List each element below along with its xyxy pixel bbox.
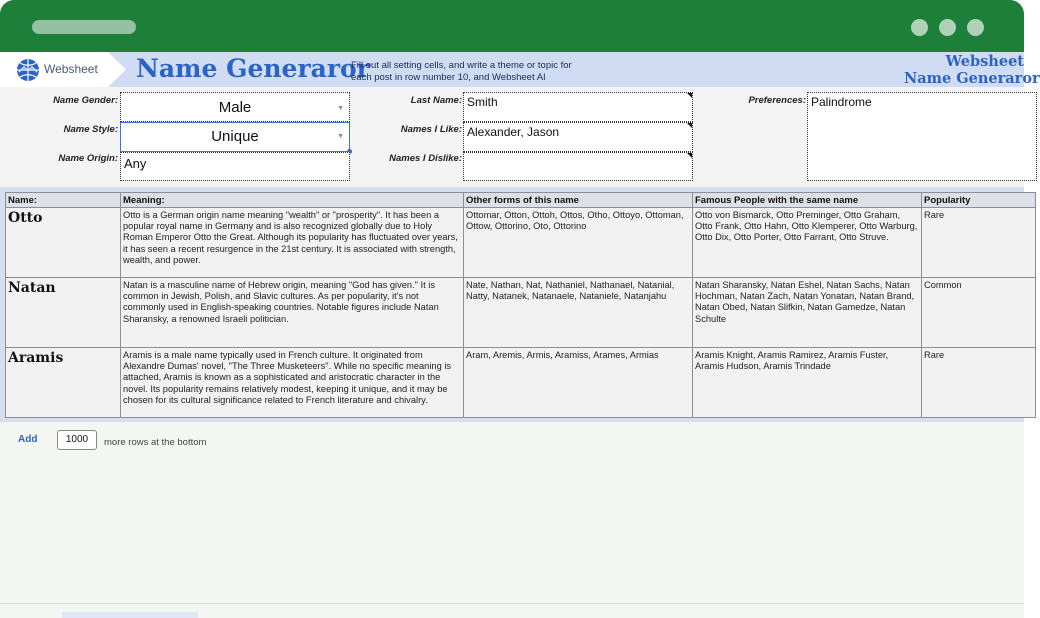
divider bbox=[0, 603, 1024, 604]
header-name[interactable]: Name: bbox=[6, 193, 121, 208]
cell-popularity[interactable]: Rare bbox=[922, 208, 1036, 278]
origin-label: Name Origin: bbox=[58, 153, 118, 164]
gender-label: Name Gender: bbox=[53, 95, 118, 106]
table-row bbox=[6, 208, 1036, 278]
cell-other-forms[interactable]: Aram, Aremis, Armis, Aramiss, Arames, Armias bbox=[464, 348, 693, 418]
sheet-tab[interactable] bbox=[62, 612, 198, 618]
header-famous-people[interactable]: Famous People with the same name bbox=[693, 193, 922, 208]
rows-suffix-text: more rows at the bottom bbox=[104, 437, 207, 448]
last-name-label: Last Name: bbox=[410, 95, 462, 106]
cell-popularity[interactable]: Rare bbox=[922, 348, 1036, 418]
right-title bbox=[904, 53, 1040, 87]
table-header-row bbox=[6, 193, 1036, 208]
dropdown-corner-icon bbox=[687, 93, 692, 98]
last-name-value: Smith bbox=[467, 95, 498, 109]
style-label: Name Style: bbox=[63, 124, 118, 135]
cell-famous-people[interactable]: Otto von Bismarck, Otto Preminger, Otto Graham, Otto Frank, Otto Hahn, Otto Klemperer, Otto Warburg, Otto Dix, Otto Porter, Otto Farrant, Otto Struve. bbox=[693, 208, 922, 278]
cell-popularity[interactable]: Common bbox=[922, 278, 1036, 348]
cell-meaning[interactable]: Otto is a German origin name meaning "wealth" or "prosperity". It has been a popular royal name in Germany and is also recognized globally due to Holy Roman Emperor Otto the Great. Although its popularity has fluctuated over years, it has seen a recent resurgence in the 21st century. It is associated with strength, wealth, and power. bbox=[121, 208, 464, 278]
names-dislike-field[interactable] bbox=[463, 152, 693, 181]
window-titlebar bbox=[0, 0, 1024, 52]
preferences-field[interactable] bbox=[807, 92, 1037, 181]
results-table bbox=[5, 192, 1036, 418]
header-other-forms[interactable]: Other forms of this name bbox=[464, 193, 693, 208]
cell-other-forms[interactable]: Nate, Nathan, Nat, Nathaniel, Nathanael, Natanial, Natty, Natanek, Natanaele, Nataniele, Natanjahu bbox=[464, 278, 693, 348]
chevron-down-icon: ▼ bbox=[337, 105, 344, 112]
window-dot-2[interactable] bbox=[939, 19, 956, 36]
table-row bbox=[6, 278, 1036, 348]
origin-field[interactable] bbox=[120, 152, 350, 181]
add-rows-area bbox=[0, 422, 1024, 618]
gender-value: Male bbox=[218, 99, 252, 116]
style-select[interactable] bbox=[120, 122, 350, 152]
cell-meaning[interactable]: Aramis is a male name typically used in French culture. It originated from Alexandre Dumas' novel, "The Three Musketeers". While no specific meaning is attached, Aramis is known as a sophisticated and aristocratic character in the novel. Its popularity remains relatively modest, keeping it unique, and it may be chosen for its cultural significance related to French literature and chivalry. bbox=[121, 348, 464, 418]
preferences-value: Palindrome bbox=[811, 95, 872, 109]
origin-value: Any bbox=[124, 156, 147, 171]
cell-famous-people[interactable]: Natan Sharansky, Natan Eshel, Natan Sachs, Natan Hochman, Natan Zach, Natan Yonatan, Natan Brand, Natan Obed, Natan Slifkin, Natan Gamedze, Natan Schulte bbox=[693, 278, 922, 348]
gender-select[interactable] bbox=[120, 92, 350, 122]
rows-count-input[interactable]: 1000 bbox=[57, 430, 97, 450]
cell-name[interactable]: Aramis bbox=[6, 348, 121, 418]
logo-text: Websheet bbox=[44, 62, 98, 76]
header-meaning[interactable]: Meaning: bbox=[121, 193, 464, 208]
dropdown-corner-icon bbox=[687, 153, 692, 158]
cell-name[interactable]: Otto bbox=[6, 208, 121, 278]
cell-name[interactable]: Natan bbox=[6, 278, 121, 348]
window-dot-3[interactable] bbox=[967, 19, 984, 36]
window-dot-1[interactable] bbox=[911, 19, 928, 36]
cell-meaning[interactable]: Natan is a masculine name of Hebrew origin, meaning "God has given." It is common in Jewish, Polish, and Slavic cultures. As per popularity, it's not commonly used in English-speaking countries. Notable figures include Natan Sharansky, a renowned Israeli politician. bbox=[121, 278, 464, 348]
app-description: Fill out all setting cells, and write a theme or topic for each post in row number 10, and Websheet AI bbox=[351, 60, 572, 83]
right-title-line-2: Name Generaror bbox=[904, 70, 1040, 87]
names-dislike-label: Names I Dislike: bbox=[389, 153, 462, 164]
dropdown-corner-icon bbox=[687, 123, 692, 128]
names-like-value: Alexander, Jason bbox=[467, 125, 560, 139]
table-row bbox=[6, 348, 1036, 418]
add-rows-button[interactable]: Add bbox=[18, 434, 38, 445]
last-name-field[interactable] bbox=[463, 92, 693, 122]
names-like-field[interactable] bbox=[463, 122, 693, 152]
results-table-area bbox=[0, 187, 1024, 422]
style-value: Unique bbox=[211, 128, 259, 145]
header-popularity[interactable]: Popularity bbox=[922, 193, 1036, 208]
cell-famous-people[interactable]: Aramis Knight, Aramis Ramirez, Aramis Fuster, Aramis Hudson, Aramis Trindade bbox=[693, 348, 922, 418]
names-like-label: Names I Like: bbox=[400, 124, 462, 135]
chevron-down-icon: ▼ bbox=[337, 133, 344, 140]
right-title-line-1: Websheet bbox=[945, 53, 1024, 70]
websheet-logo-icon bbox=[16, 58, 40, 82]
cell-other-forms[interactable]: Ottomar, Otton, Ottoh, Ottos, Otho, Ottoyo, Ottoman, Ottow, Ottorino, Oto, Ottorino bbox=[464, 208, 693, 278]
preferences-label: Preferences: bbox=[748, 95, 806, 106]
page-title: Name Generaror bbox=[136, 54, 370, 83]
address-pill bbox=[32, 20, 136, 34]
